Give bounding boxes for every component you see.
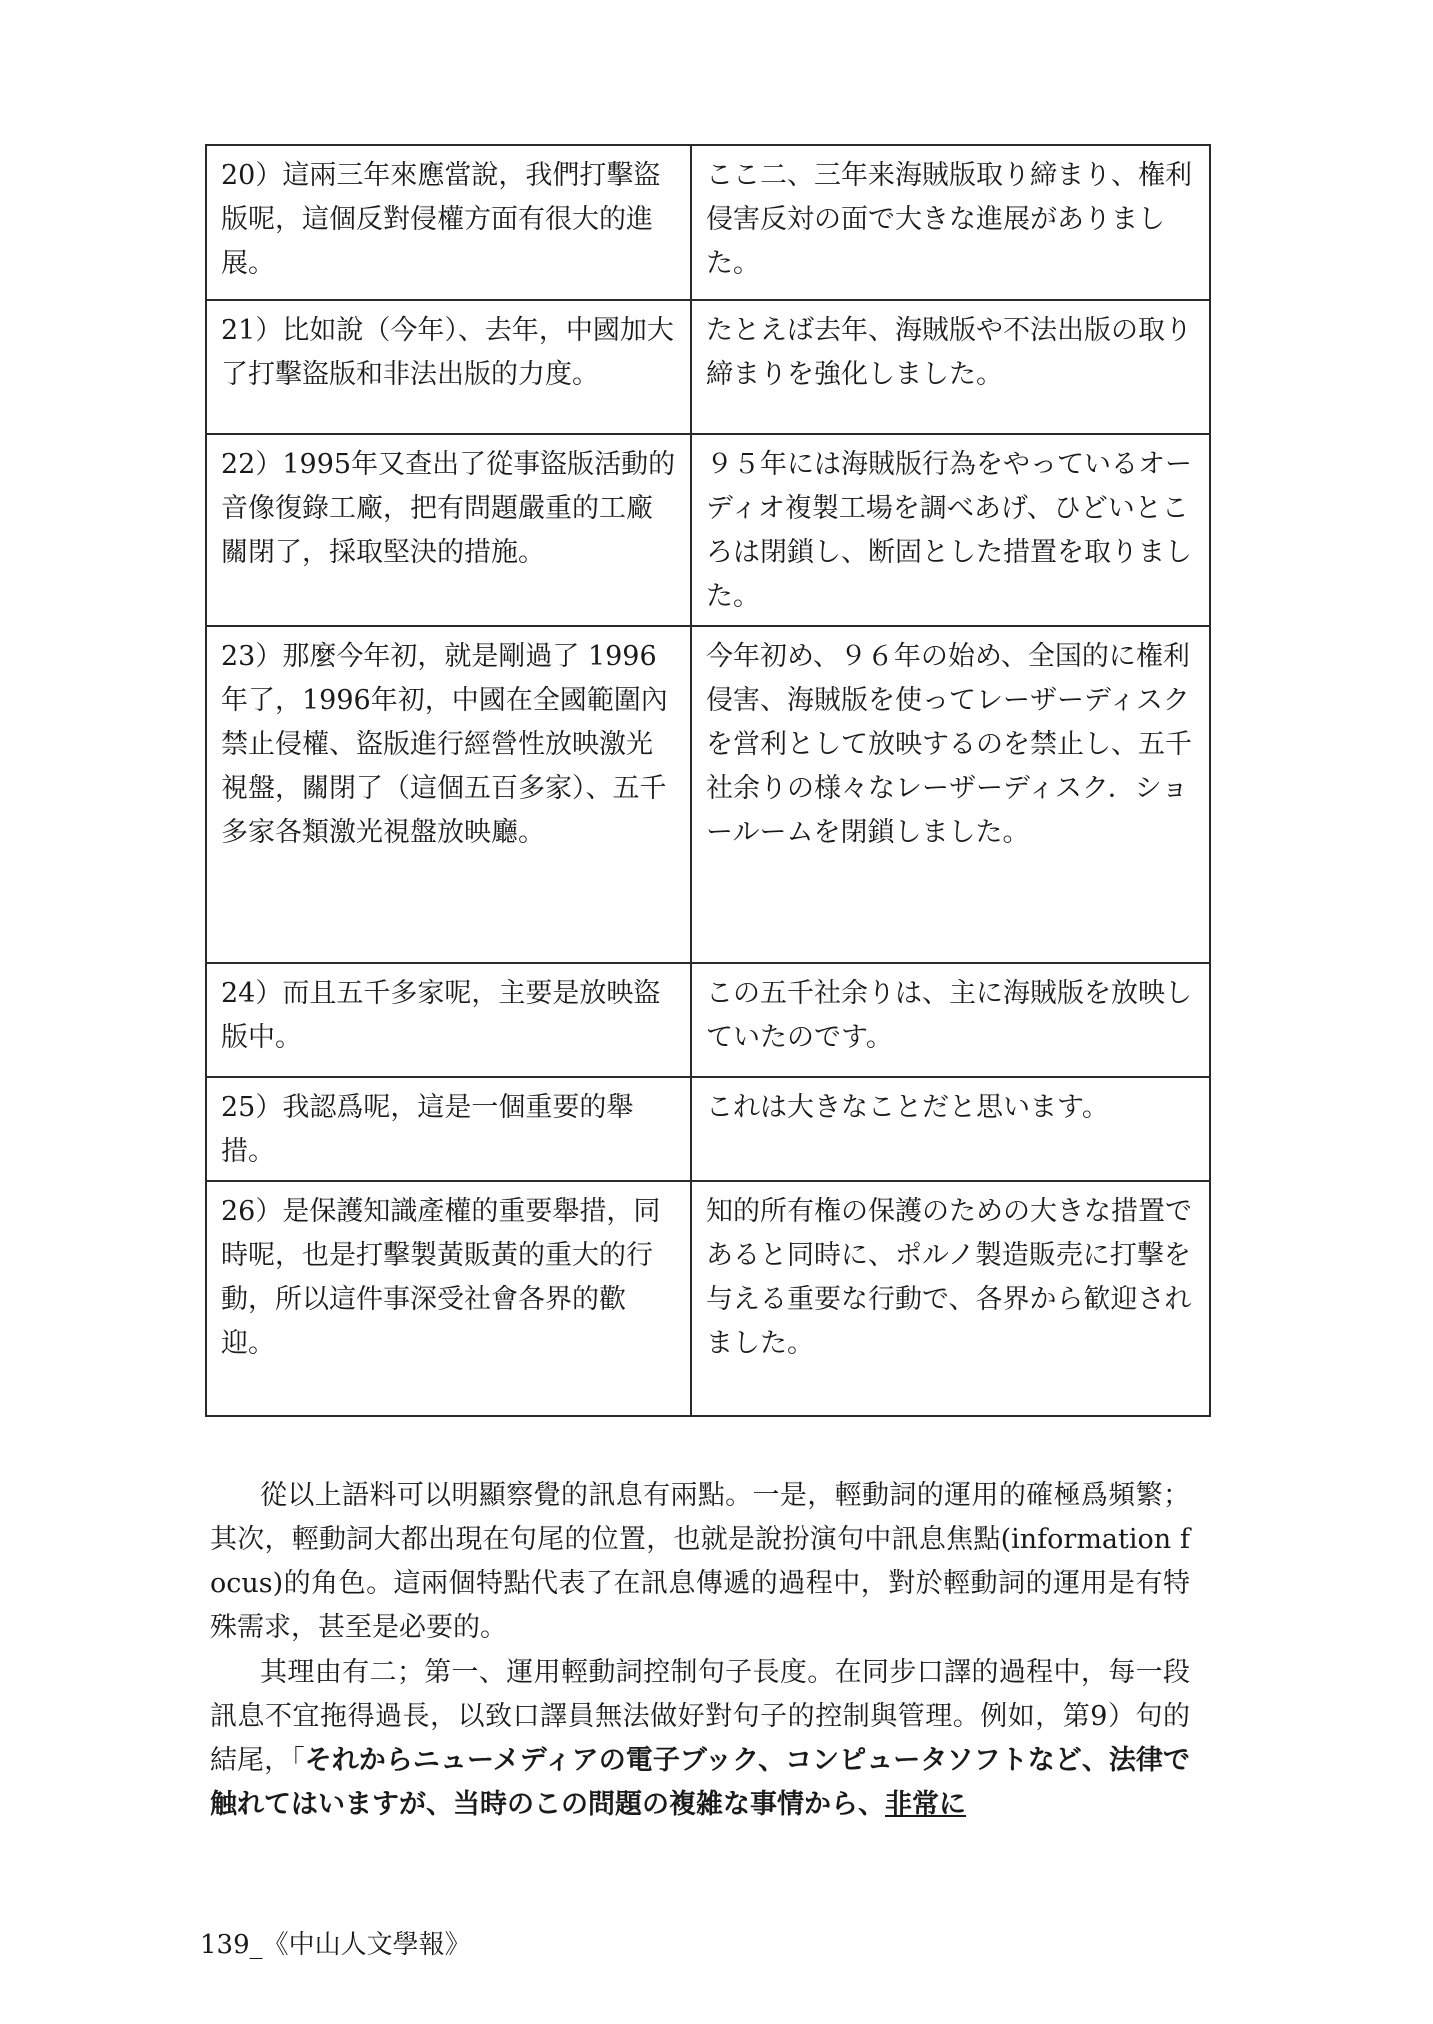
chinese-cell: 20）這兩三年來應當說，我們打擊盜版呢，這個反對侵權方面有很大的進展。 — [206, 145, 691, 300]
japanese-cell: 知的所有権の保護のための大きな措置であると同時に、ポルノ製造販売に打撃を与える重要な行動で、各界から歓迎されました。 — [691, 1181, 1210, 1416]
table-row — [206, 434, 1210, 626]
chinese-cell: 23）那麼今年初，就是剛過了 1996 年了，1996年初，中國在全國範圍內禁止侵權、盜版進行經營性放映激光視盤，關閉了（這個五百多家）、五千多家各類激光視盤放映廳。 — [206, 626, 691, 963]
chinese-cell: 25）我認爲呢，這是一個重要的舉措。 — [206, 1077, 691, 1181]
paragraph-text: 其理由有二；第一、運用輕動詞控制句子長度。在同步口譯的過程中，每一段訊息不宜拖得過長，以致口譯員無法做好對句子的控制與管理。例如，第9）句的結尾，「 — [210, 1657, 1190, 1776]
japanese-cell: ここ二、三年来海賊版取り締まり、権利侵害反対の面で大きな進展がありました。 — [691, 145, 1210, 300]
body-paragraph: 從以上語料可以明顯察覺的訊息有兩點。一是，輕動詞的運用的確極爲頻繁；其次，輕動詞大都出現在句尾的位置，也就是說扮演句中訊息焦點(information focus)的角色。這兩個特點代表了在訊息傳遞的過程中，對於輕動詞的運用是有特殊需求，甚至是必要的。 — [210, 1480, 1190, 1643]
table-row — [206, 1181, 1210, 1416]
japanese-cell: これは大きなことだと思います。 — [691, 1077, 1210, 1181]
chinese-cell: 21）比如說（今年）、去年，中國加大了打擊盜版和非法出版的力度。 — [206, 300, 691, 434]
japanese-cell: 今年初め、９６年の始め、全国的に権利侵害、海賊版を使ってレーザーディスクを営利として放映するのを禁止し、五千社余りの様々なレーザーディスク．ショールームを閉鎖しました。 — [691, 626, 1210, 963]
table-row — [206, 1077, 1210, 1181]
japanese-cell: たとえば去年、海賊版や不法出版の取り締まりを強化しました。 — [691, 300, 1210, 434]
table-row — [206, 145, 1210, 300]
chinese-cell: 24）而且五千多家呢，主要是放映盜版中。 — [206, 963, 691, 1077]
japanese-cell: この五千社余りは、主に海賊版を放映していたのです。 — [691, 963, 1210, 1077]
corpus-table — [205, 144, 1211, 1417]
chinese-cell: 26）是保護知識產權的重要舉措，同時呢，也是打擊製黃販黃的重大的行動，所以這件事深受社會各界的歡迎。 — [206, 1181, 691, 1416]
underlined-phrase: 非常に — [885, 1789, 966, 1820]
japanese-quote: それからニューメディアの電子ブック、コンピュータソフトなど、法律で触れてはいますが、当時のこの問題の複雑な事情から、 — [210, 1745, 1190, 1820]
chinese-cell: 22）1995年又查出了從事盜版活動的音像復錄工廠，把有問題嚴重的工廠關閉了，採取堅決的措施。 — [206, 434, 691, 626]
table-row — [206, 963, 1210, 1077]
table-row — [206, 626, 1210, 963]
page-footer: 139_《中山人文學報》 — [200, 1930, 471, 1960]
body-paragraph — [210, 1651, 1190, 1827]
japanese-cell: ９５年には海賊版行為をやっているオーディオ複製工場を調べあげ、ひどいところは閉鎖し、断固とした措置を取りました。 — [691, 434, 1210, 626]
table-row — [206, 300, 1210, 434]
